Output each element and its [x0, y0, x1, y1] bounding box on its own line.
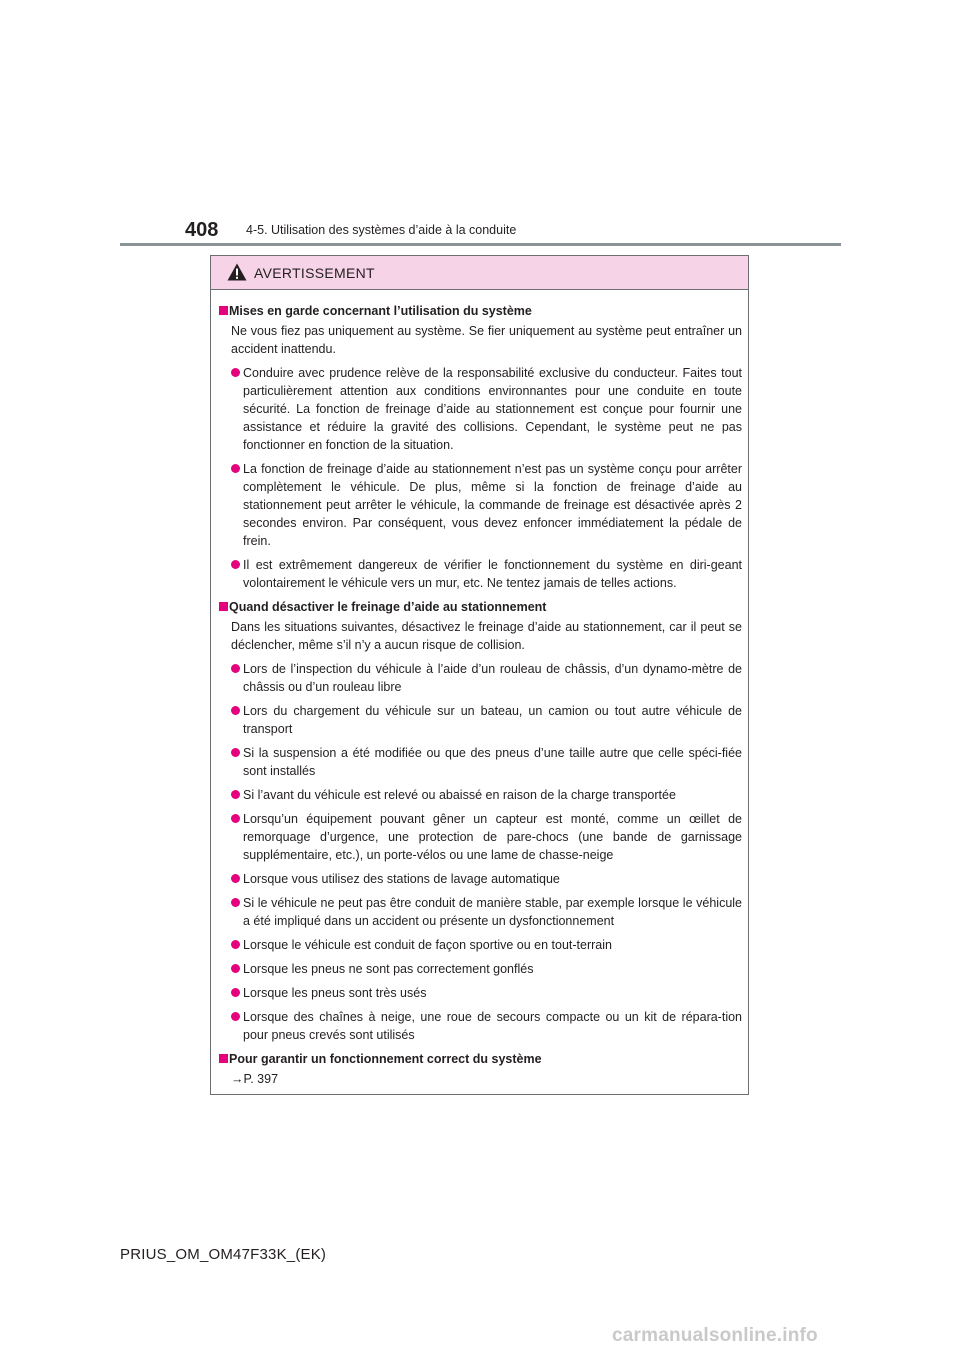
square-bullet-icon [219, 602, 228, 611]
round-bullet-icon [231, 464, 240, 473]
round-bullet-icon [231, 964, 240, 973]
round-bullet-icon [231, 748, 240, 757]
list-item: Lors du chargement du véhicule sur un bateau, un camion ou tout autre véhicule de transport [219, 702, 742, 738]
section-intro: Dans les situations suivantes, désactivez le freinage d’aide au stationnement, car il peut se déclencher, même s’il n’y a aucun risque de collision. [231, 620, 742, 652]
round-bullet-icon [231, 560, 240, 569]
list-item: Lors de l’inspection du véhicule à l’aide d’un rouleau de châssis, d’un dynamo-mètre de châssis ou d’un rouleau libre [219, 660, 742, 696]
document-code: PRIUS_OM_OM47F33K_(EK) [120, 1246, 327, 1263]
list-item: Lorsqu’un équipement pouvant gêner un capteur est monté, comme un œillet de remorquage d’urgence, une protection de pare-chocs (une bande de garnissage supplémentaire, etc.), un porte-vélos ou une lame de chasse-neige [219, 810, 742, 864]
square-bullet-icon [219, 1054, 228, 1063]
round-bullet-icon [231, 940, 240, 949]
warning-body [211, 290, 748, 1088]
warning-box [210, 255, 749, 1095]
list-item: Si le véhicule ne peut pas être conduit de manière stable, par exemple lorsque le véhicule a été impliqué dans un accident ou présente un dysfonctionnement [219, 894, 742, 930]
list-item: Lorsque les pneus sont très usés [219, 984, 742, 1002]
list-item: Lorsque vous utilisez des stations de lavage automatique [219, 870, 742, 888]
round-bullet-icon [231, 1012, 240, 1021]
warning-triangle-icon [227, 263, 247, 281]
round-bullet-icon [231, 988, 240, 997]
list-item: Lorsque les pneus ne sont pas correctement gonflés [219, 960, 742, 978]
round-bullet-icon [231, 814, 240, 823]
watermark: carmanualsonline.info [612, 1325, 818, 1346]
round-bullet-icon [231, 790, 240, 799]
list-item: Il est extrêmement dangereux de vérifier le fonctionnement du système en diri-geant volontairement le véhicule vers un mur, etc. Ne tentez jamais de telles actions. [219, 556, 742, 592]
round-bullet-icon [231, 706, 240, 715]
warning-title: AVERTISSEMENT [254, 265, 375, 281]
list-item: Conduire avec prudence relève de la responsabilité exclusive du conducteur. Faites tout particulièrement attention aux conditions environnantes pour une conduite en toute sécurité. La fonction de freinage d’aide au stationnement est conçue pour fournir une assistance et réduire la gravité des collisions. Cependant, le système peut ne pas fonctionner en fonction de la situation. [219, 364, 742, 454]
list-item: Si l’avant du véhicule est relevé ou abaissé en raison de la charge transportée [219, 786, 742, 804]
section-heading: Pour garantir un fonctionnement correct du système [219, 1050, 742, 1068]
square-bullet-icon [219, 306, 228, 315]
header-divider [120, 243, 841, 246]
warning-header [211, 256, 748, 290]
round-bullet-icon [231, 874, 240, 883]
page-reference-link[interactable]: →P. 397 [231, 1072, 279, 1086]
list-item: Lorsque le véhicule est conduit de façon sportive ou en tout-terrain [219, 936, 742, 954]
page-number: 408 [185, 219, 219, 241]
section-heading: Mises en garde concernant l’utilisation du système [219, 302, 742, 320]
round-bullet-icon [231, 664, 240, 673]
list-item: La fonction de freinage d’aide au stationnement n’est pas un système conçu pour arrêter complètement le véhicule. De plus, même si la fonction de freinage d’aide au stationnement peut arrêter le véhicule, la commande de freinage est désactivée après 2 secondes environ. Par conséquent, vous devez enfoncer immédiatement la pédale de frein. [219, 460, 742, 550]
list-item: Lorsque des chaînes à neige, une roue de secours compacte ou un kit de répara-tion pour pneus crevés sont utilisés [219, 1008, 742, 1044]
list-item: Si la suspension a été modifiée ou que des pneus d’une taille autre que celle spéci-fiée sont installés [219, 744, 742, 780]
section-title: 4-5. Utilisation des systèmes d’aide à la conduite [246, 223, 517, 237]
round-bullet-icon [231, 898, 240, 907]
round-bullet-icon [231, 368, 240, 377]
section-intro: Ne vous fiez pas uniquement au système. Se fier uniquement au système peut entraîner un accident inattendu. [231, 324, 742, 356]
section-heading: Quand désactiver le freinage d’aide au stationnement [219, 598, 742, 616]
